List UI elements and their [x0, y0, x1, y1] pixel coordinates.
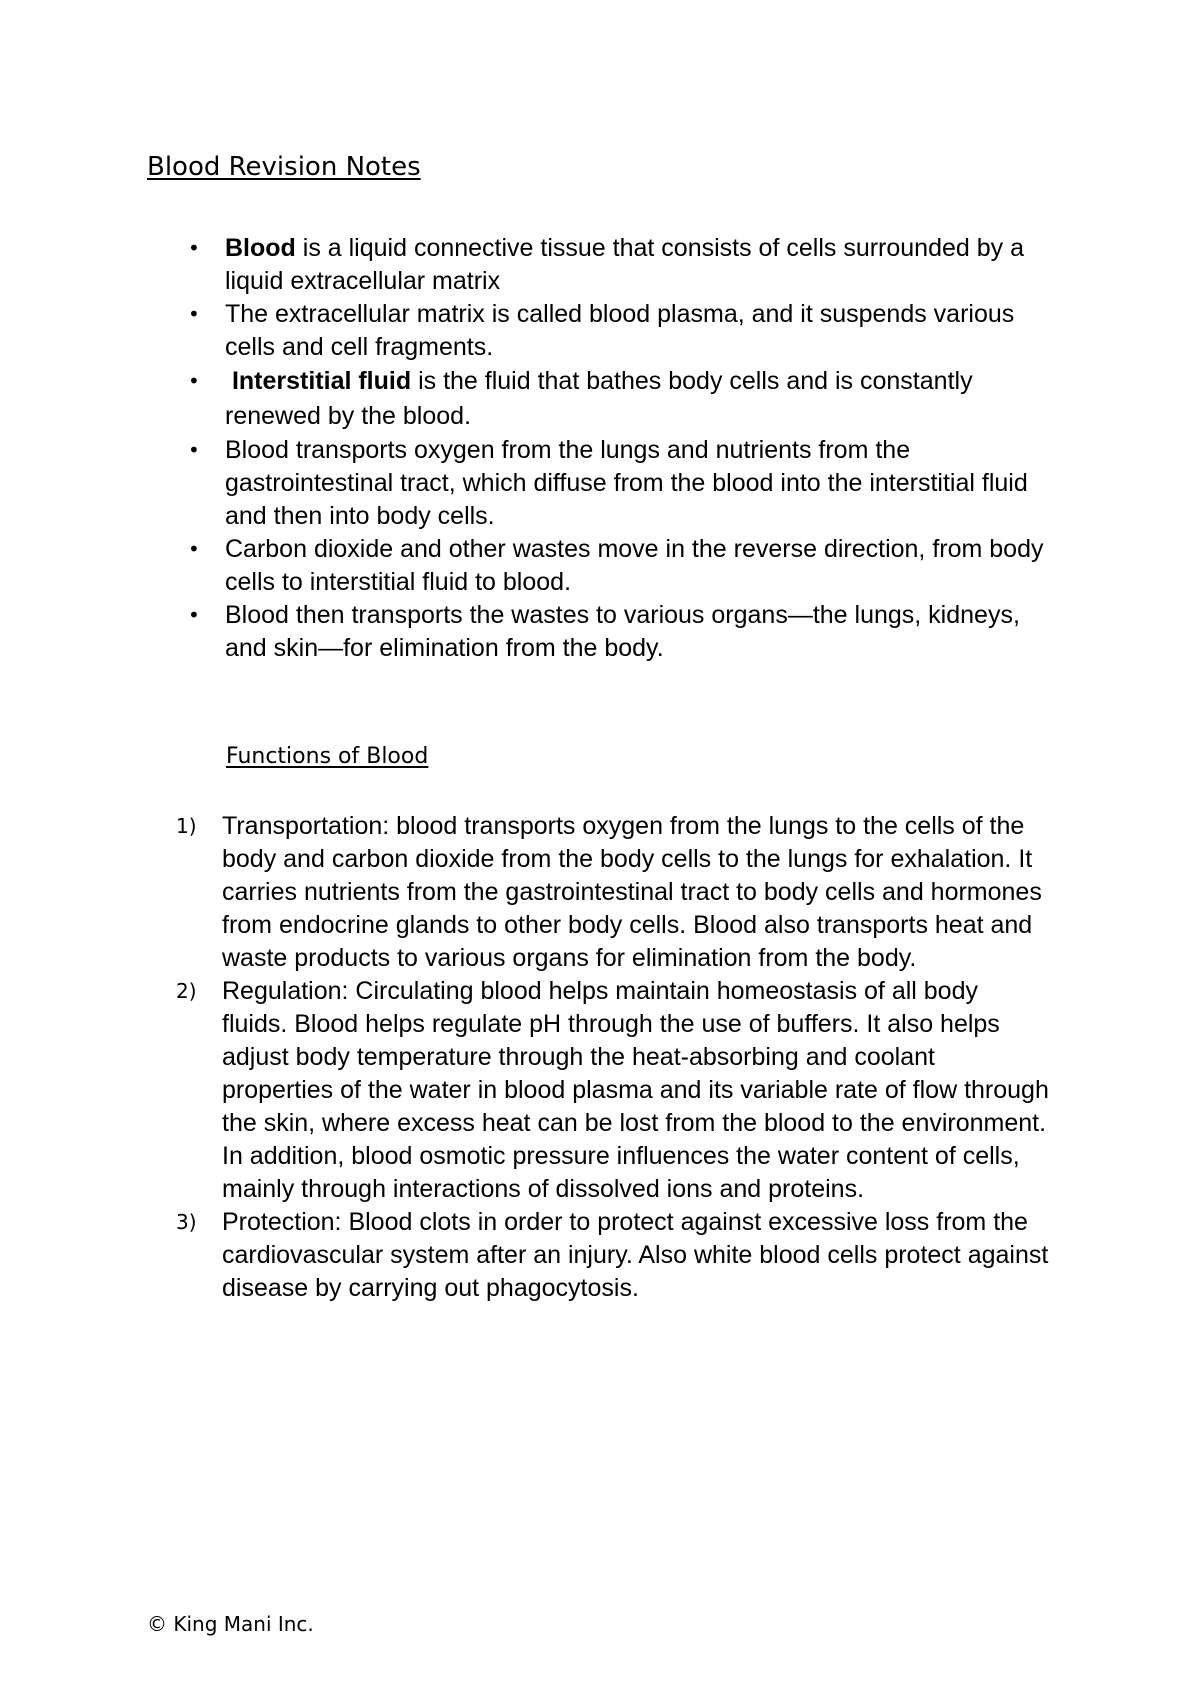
bullet-item: [0, 364, 1200, 434]
bullet-symbol: •: [188, 603, 200, 627]
function-number: 3): [176, 1210, 197, 1234]
bullet-item: [0, 533, 1200, 599]
bullet-text: Blood transports oxygen from the lungs and nutrients from the gastrointestinal tract, which diffuse from the blood into the interstitial fluid and then into body cells.: [225, 436, 1028, 530]
bullet-text: Blood then transports the wastes to various organs—the lungs, kidneys, and skin—for elimination from the body.: [225, 601, 1020, 662]
bullet-symbol: •: [188, 537, 200, 561]
bullet-text: Carbon dioxide and other wastes move in the reverse direction, from body cells to interstitial fluid to blood.: [225, 535, 1044, 596]
function-number: 2): [176, 979, 197, 1003]
function-text: Regulation: Circulating blood helps maintain homeostasis of all body fluids. Blood helps regulate pH through the use of buffers. It also helps adjust body temperature through the heat-absorbing and coolant properties of the water in blood plasma and its variable rate of flow through the skin, where excess heat can be lost from the blood to the environment. In addition, blood osmotic pressure influences the water content of cells, mainly through interactions of dissolved ions and proteins.: [222, 977, 1049, 1203]
function-number: 1): [176, 814, 197, 838]
function-item: [0, 810, 1200, 975]
page-title: Blood Revision Notes: [147, 152, 421, 182]
bullet-item: [0, 232, 1200, 298]
bullet-text: is the fluid that bathes body cells and is constantly renewed by the blood.: [225, 367, 973, 430]
bullet-item: [0, 434, 1200, 533]
function-text: Transportation: blood transports oxygen from the lungs to the cells of the body and carbon dioxide from the body cells to the lungs for exhalation. It carries nutrients from the gastrointestinal tract to body cells and hormones from endocrine glands to other body cells. Blood also transports heat and waste products to various organs for elimination from the body.: [222, 812, 1042, 972]
functions-heading: Functions of Blood: [226, 744, 429, 769]
bullet-item: [0, 298, 1200, 364]
bullet-bold-term: Blood: [225, 234, 296, 262]
bullet-symbol: •: [188, 369, 200, 393]
bullet-item: [0, 599, 1200, 665]
bullet-text: The extracellular matrix is called blood plasma, and it suspends various cells and cell fragments.: [225, 300, 1015, 361]
blood-bullet-list: [0, 232, 1200, 665]
function-item: [0, 975, 1200, 1206]
copyright-footer: © King Mani Inc.: [147, 1612, 314, 1636]
bullet-text: is a liquid connective tissue that consists of cells surrounded by a liquid extracellular matrix: [225, 234, 1024, 295]
bullet-symbol: •: [188, 236, 200, 260]
bullet-bold-term: Interstitial fluid: [225, 367, 412, 395]
function-text: Protection: Blood clots in order to protect against excessive loss from the cardiovascular system after an injury. Also white blood cells protect against disease by carrying out phagocytosis.: [222, 1208, 1049, 1302]
bullet-symbol: •: [188, 302, 200, 326]
function-item: [0, 1206, 1200, 1305]
bullet-symbol: •: [188, 438, 200, 462]
functions-list: [0, 810, 1200, 1305]
